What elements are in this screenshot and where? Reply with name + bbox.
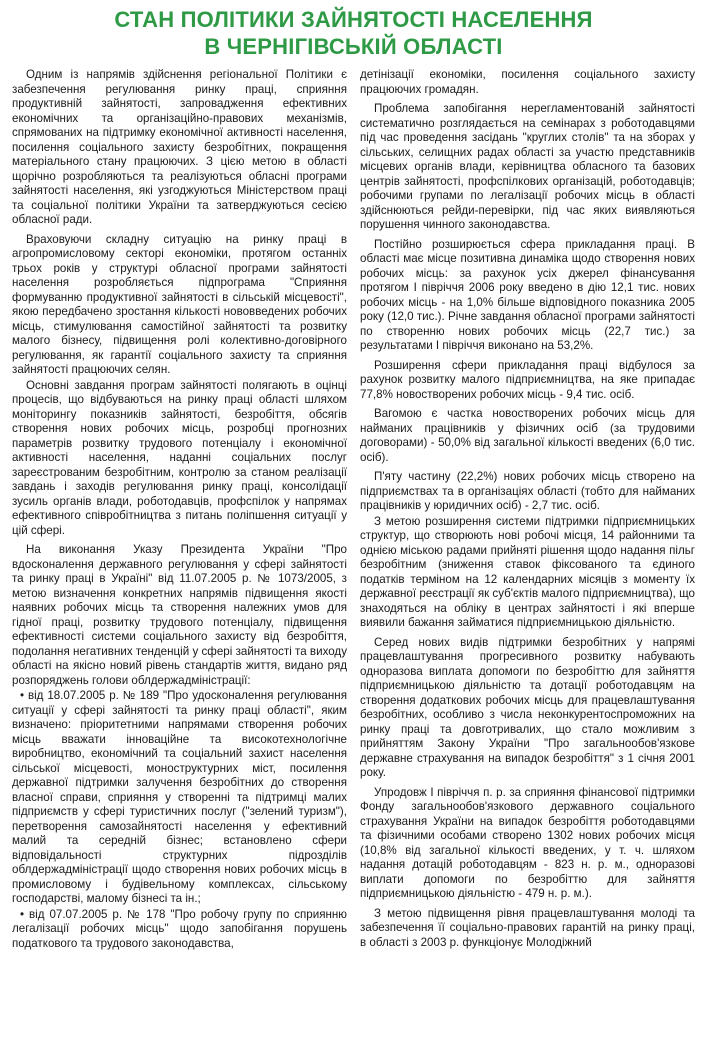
- list-item: • від 18.07.2005 р. № 189 "Про удосконалення регулювання ситуації у сфері зайнятості та ринку праці області", яким визначено: пріоритетними напрямами створення робочих місць вважати інноваційне та високотехнологічне виробництво, економічний та соціальний захист населення сільської місцевості, моноструктурних міст, посилення державної підтримки залучення безробітних до створення власної справи, сприяння у створенні та підтримці малих підприємств у сфері туристичних послуг ("зелений туризм"), перетворення самозайнятості населення у ефективний малий та середній бізнес; встановлено сфери відповідальності структурних підрозділів облдержадміністрації щодо створення нових робочих місць в промисловому і будівельному комплексах, сільському господарстві, малому бізнесі та ін.;: [12, 689, 347, 905]
- article-title: [12, 6, 695, 60]
- paragraph: Постійно розширюється сфера прикладання праці. В області має місце позитивна динаміка щодо створення нових робочих місць: за рахунок усіх джерел фінансування протягом І півріччя 2006 року введено в дію 12,1 тис. нових робочих місць - на 1,0% більше відповідного показника 2005 року (12,0 тис.). Річне завдання обласної програми зайнятості по створенню нових робочих місць (22,7 тис.) за результатами І півріччя виконано на 53,2%.: [360, 237, 695, 352]
- list-item: • від 07.07.2005 р. № 178 "Про робочу групу по сприянню легалізації робочих місць" щодо запобігання порушень податкового та трудового законодавства,: [12, 907, 347, 950]
- article-body: [12, 68, 695, 1050]
- left-column: [12, 68, 347, 1050]
- paragraph: детінізації економіки, посилення соціального захисту працюючих громадян.: [360, 68, 695, 96]
- paragraph: Упродовж І півріччя п. р. за сприяння фінансової підтримки Фонду загальнообов'язкового державного соціального страхування України на випадок безробіття роботодавцями та фізичними особами створено 1302 нових робочих місця (10,8% від загальної кількості введених, у т. ч. шляхом надання дотацій роботодавцям - 823 н. р. м., одноразові виплати допомоги по безробіттю для зайняття підприємницькою діяльністю - 479 н. р. м.).: [360, 785, 695, 900]
- right-column: [360, 68, 695, 1050]
- paragraph: Одним із напрямів здійснення регіональної Політики є забезпечення регулювання ринку праці, сприяння продуктивній зайнятості, запровадження ефективних економічних та організаційно-правових механізмів, спрямованих на підтримку економічної активності населення, посилення соціального захисту безробітних, покращення матеріального стану працюючих. З цією метою в області щорічно розробляються та реалізуються обласні програми зайнятості населення, які узгоджуються Міністерством праці та соціальної політики України та затверджуються сесією обласної ради.: [12, 68, 347, 226]
- title-line-1: СТАН ПОЛІТИКИ ЗАЙНЯТОСТІ НАСЕЛЕННЯ: [114, 7, 593, 32]
- paragraph: Розширення сфери прикладання праці відбулося за рахунок розвитку малого підприємництва, на яке припадає 77,8% новостворених робочих місць - 9,4 тис. осіб.: [360, 358, 695, 401]
- paragraph: З метою розширення системи підтримки підприємницьких структур, що створюють нові робочі місця, 14 районними та однією міською радами прийняті рішення щодо надання пільг безробітним (зниження ставок фіксованого та єдиного податків терміном на 12 календарних місяців з моменту їх державної реєстрації як суб'єктів малого підприємництва), що знаходяться на обліку в центрах зайнятості і які вперше виявили бажання займатися підприємницькою діяльністю.: [360, 514, 695, 629]
- paragraph: Враховуючи складну ситуацію на ринку праці в агропромисловому секторі економіки, протягом останніх трьох років у структурі обласної програми зайнятості населення розробляється підпрограма "Сприяння формуванню продуктивної зайнятості в сільській місцевості", якою передбачено зростання кількості нововведених робочих місць, стимулювання самостійної зайнятості та розвитку малого бізнесу, підвищення ролі колективно-договірного регулювання, як гарантії соціального захисту та сприяння зайнятості працюючих селян.: [12, 232, 347, 376]
- paragraph: З метою підвищення рівня працевлаштування молоді та забезпечення її соціально-правових гарантій на ринку праці, в області з 2003 р. функціонує Молодіжний: [360, 906, 695, 949]
- paragraph: П'яту частину (22,2%) нових робочих місць створено на підприємствах та в організаціях області (тобто для найманих працівників у юридичних осіб) - 2,7 тис. осіб.: [360, 470, 695, 512]
- paragraph: Проблема запобігання нерегламентованій зайнятості систематично розглядається на семінарах з роботодавцями під час проведення засідань "круглих столів" та на зборах у сільських, селищних радах області за участю представників місцевих органів влади, керівництва обласного та базових центрів зайнятості, профспілкових організацій, роботодавців; робочими групами по легалізації робочих місць в області здійснюються рейди-перевірки, під час яких виявляються порушення чинного законодавства.: [360, 102, 695, 231]
- paragraph: На виконання Указу Президента України "Про вдосконалення державного регулювання у сфері зайнятості та ринку праці в Україні" від 11.07.2005 р. № 1073/2005, з метою визначення конкретних напрямів підвищення якості наявних робочих місць та створення належних умов для гідної праці, розвитку трудового потенціалу, підвищення ефективності системи соціального захисту від безробіття, подолання негативних тенденцій у сфері зайнятості та виходу області на якісно новий рівень стандартів життя, видано ряд розпоряджень голови облдержадміністрації:: [12, 543, 347, 687]
- paragraph: Основні завдання програм зайнятості полягають в оцінці процесів, що відбуваються на ринку праці області шляхом моніторингу показників зайнятості, безробіття, обсягів створення нових робочих місць, розробці прогнозних параметрів розвитку трудового потенціалу і економічної активності населення, наданні соціальних послуг зареєстрованим безробітним, контролю за станом реалізації завдань і заходів регулювання ринку праці, консолідації зусиль органів влади, роботодавців, профспілок у напрямах ефективного співробітництва з питань поліпшення ситуації у цій сфері.: [12, 378, 347, 537]
- paragraph: Вагомою є частка новостворених робочих місць для найманих працівників у фізичних осіб (за трудовими договорами) - 50,0% від загальної кількості введених (6,0 тис. осіб).: [360, 407, 695, 464]
- paragraph: Серед нових видів підтримки безробітних у напрямі працевлаштування прогресивного розвитку набувають одноразова виплата допомоги по безробіттю для зайняття підприємницькою діяльністю та дотації роботодавцям на створення додаткових робочих місць для працевлаштування безробітних, особливо з числа неконкурентоспроможних на ринку праці та довготривалих, що стало можливим з прийняттям Закону України "Про загальнообов'язкове державне страхування на випадок безробіття" з 1 січня 2001 року.: [360, 635, 695, 779]
- title-line-2: В ЧЕРНІГІВСЬКІЙ ОБЛАСТІ: [204, 34, 503, 59]
